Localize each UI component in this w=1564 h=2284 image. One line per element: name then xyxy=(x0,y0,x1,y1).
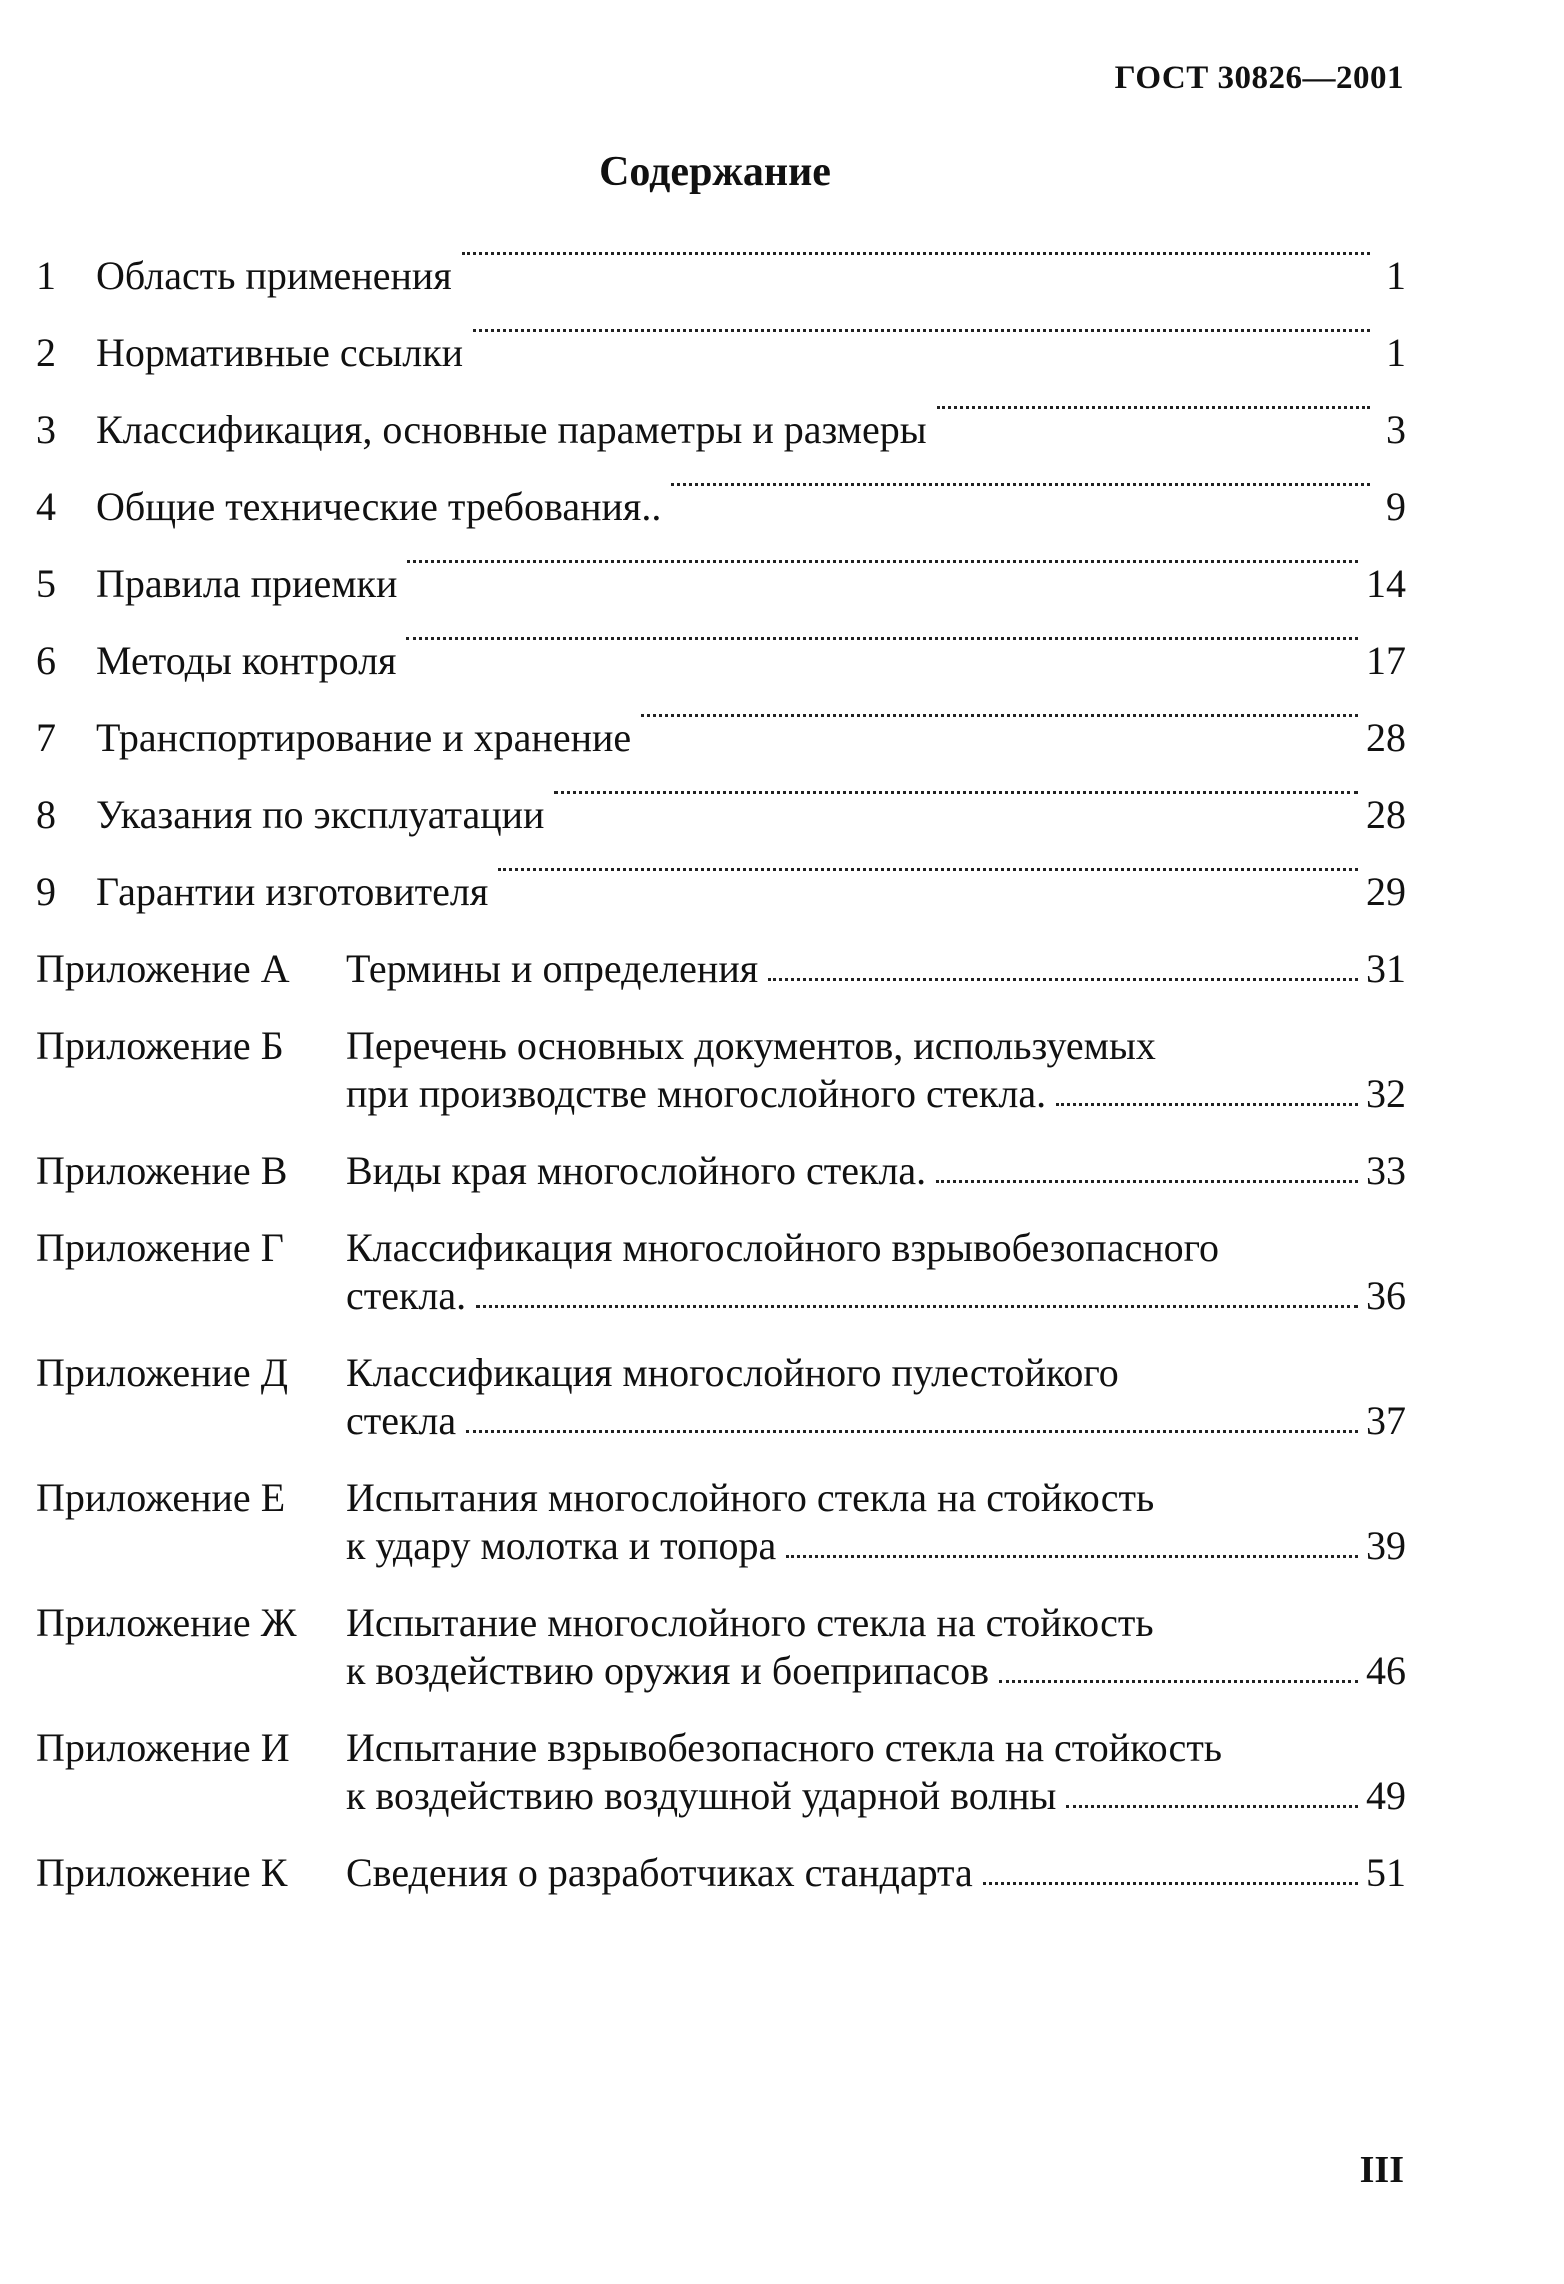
annex-page: 32 xyxy=(1366,1071,1406,1116)
toc-annex-entry xyxy=(36,1147,1406,1195)
dot-leader xyxy=(786,1555,1358,1558)
annex-title: Испытание взрывобезопасного стекла на стойкость xyxy=(346,1725,1223,1770)
toc-annex-entry xyxy=(36,1022,1406,1118)
section-title: Классификация, основные параметры и размеры xyxy=(96,407,927,452)
section-number: 9 xyxy=(36,869,56,914)
annex-page: 46 xyxy=(1366,1648,1406,1693)
annex-page: 31 xyxy=(1366,946,1406,991)
dot-leader xyxy=(641,714,1358,717)
dot-leader xyxy=(768,978,1358,981)
section-page: 28 xyxy=(1366,715,1406,760)
annex-title-line xyxy=(346,1224,1406,1272)
annex-title-line xyxy=(346,945,1406,993)
section-title: Общие технические требования.. xyxy=(96,484,662,529)
annex-title-line xyxy=(346,1272,1406,1320)
annex-title-line xyxy=(346,1647,1406,1695)
toc-annex-entry xyxy=(36,945,1406,993)
section-number: 6 xyxy=(36,638,56,683)
section-number: 2 xyxy=(36,330,56,375)
dot-leader xyxy=(1066,1805,1358,1808)
annex-title: Испытание многослойного стекла на стойкость xyxy=(346,1600,1154,1645)
toc-title: Содержание xyxy=(599,149,831,195)
annex-body xyxy=(346,1474,1406,1570)
annex-title-line xyxy=(346,1397,1406,1445)
toc-annex-entry xyxy=(36,1349,1406,1445)
dot-leader xyxy=(406,637,1358,640)
annex-title-continued: стекла xyxy=(346,1398,457,1443)
toc-annex-entry xyxy=(36,1599,1406,1695)
dot-leader xyxy=(476,1305,1358,1308)
section-number: 1 xyxy=(36,253,56,298)
section-page: 1 xyxy=(1386,253,1406,298)
dot-leader xyxy=(498,868,1358,871)
annex-title-continued: стекла. xyxy=(346,1273,467,1318)
dot-leader xyxy=(936,1180,1358,1183)
annex-title-line xyxy=(346,1474,1406,1522)
annex-label: Приложение И xyxy=(36,1725,290,1770)
toc-annex-entry xyxy=(36,1724,1406,1820)
annex-body xyxy=(346,1349,1406,1445)
toc-annexes xyxy=(36,945,1406,1897)
annex-body xyxy=(346,1224,1406,1320)
document-code: ГОСТ 30826—2001 xyxy=(1114,60,1404,96)
section-title: Нормативные ссылки xyxy=(96,330,464,375)
annex-title: Термины и определения xyxy=(346,946,759,991)
toc-section-entry xyxy=(36,483,1406,560)
annex-page: 36 xyxy=(1366,1273,1406,1318)
annex-title: Сведения о разработчиках стандарта xyxy=(346,1850,973,1895)
dot-leader xyxy=(407,560,1358,563)
section-page: 17 xyxy=(1366,638,1406,683)
annex-title-continued: к воздействию оружия и боеприпасов xyxy=(346,1648,990,1693)
dot-leader xyxy=(671,483,1370,486)
toc-annex-entry xyxy=(36,1474,1406,1570)
dot-leader xyxy=(466,1430,1358,1433)
section-title: Методы контроля xyxy=(96,638,397,683)
toc-annex-entry xyxy=(36,1849,1406,1897)
toc-section-entry xyxy=(36,791,1406,868)
annex-label: Приложение Б xyxy=(36,1023,284,1068)
section-page: 14 xyxy=(1366,561,1406,606)
section-number: 4 xyxy=(36,484,56,529)
annex-title-line xyxy=(346,1147,1406,1195)
annex-label: Приложение Г xyxy=(36,1225,284,1270)
annex-title: Перечень основных документов, используемых xyxy=(346,1023,1156,1068)
annex-title: Классификация многослойного пулестойкого xyxy=(346,1350,1119,1395)
toc-section-entry xyxy=(36,406,1406,483)
dot-leader xyxy=(1056,1103,1358,1106)
toc-section-entry xyxy=(36,868,1406,945)
annex-body xyxy=(346,1724,1406,1820)
toc-section-entry xyxy=(36,714,1406,791)
annex-title-continued: к воздействию воздушной ударной волны xyxy=(346,1773,1057,1818)
toc-sections xyxy=(36,252,1406,945)
section-page: 9 xyxy=(1386,484,1406,529)
annex-label: Приложение Е xyxy=(36,1475,286,1520)
table-of-contents xyxy=(36,252,1406,1926)
annex-title-line xyxy=(346,1724,1406,1772)
dot-leader xyxy=(554,791,1358,794)
dot-leader xyxy=(462,252,1370,255)
section-number: 7 xyxy=(36,715,56,760)
annex-title: Виды края многослойного стекла. xyxy=(346,1148,927,1193)
annex-body xyxy=(346,1599,1406,1695)
annex-title-line xyxy=(346,1070,1406,1118)
annex-title: Испытания многослойного стекла на стойкость xyxy=(346,1475,1155,1520)
annex-label: Приложение В xyxy=(36,1148,288,1193)
annex-title-line xyxy=(346,1022,1406,1070)
dot-leader xyxy=(937,406,1370,409)
toc-section-entry xyxy=(36,560,1406,637)
annex-label: Приложение Д xyxy=(36,1350,288,1395)
annex-body xyxy=(346,945,1406,993)
section-page: 28 xyxy=(1366,792,1406,837)
dot-leader xyxy=(473,329,1370,332)
section-title: Гарантии изготовителя xyxy=(96,869,489,914)
section-page: 3 xyxy=(1386,407,1406,452)
toc-section-entry xyxy=(36,329,1406,406)
toc-annex-entry xyxy=(36,1224,1406,1320)
section-page: 1 xyxy=(1386,330,1406,375)
section-title: Указания по эксплуатации xyxy=(96,792,545,837)
annex-title: Классификация многослойного взрывобезопасного xyxy=(346,1225,1220,1270)
annex-body xyxy=(346,1022,1406,1118)
annex-title-continued: к удару молотка и топора xyxy=(346,1523,777,1568)
annex-label: Приложение Ж xyxy=(36,1600,297,1645)
annex-title-continued: при производстве многослойного стекла. xyxy=(346,1071,1047,1116)
dot-leader xyxy=(999,1680,1358,1683)
annex-title-line xyxy=(346,1349,1406,1397)
dot-leader xyxy=(983,1882,1358,1885)
section-title: Область применения xyxy=(96,253,452,298)
toc-section-entry xyxy=(36,252,1406,329)
annex-title-line xyxy=(346,1849,1406,1897)
section-number: 8 xyxy=(36,792,56,837)
annex-page: 37 xyxy=(1366,1398,1406,1443)
annex-label: Приложение А xyxy=(36,946,290,991)
toc-section-entry xyxy=(36,637,1406,714)
annex-page: 51 xyxy=(1366,1850,1406,1895)
annex-page: 33 xyxy=(1366,1148,1406,1193)
annex-body xyxy=(346,1849,1406,1897)
section-page: 29 xyxy=(1366,869,1406,914)
section-number: 3 xyxy=(36,407,56,452)
annex-page: 49 xyxy=(1366,1773,1406,1818)
annex-title-line xyxy=(346,1522,1406,1570)
section-title: Транспортирование и хранение xyxy=(96,715,632,760)
page-number: III xyxy=(1359,2149,1404,2191)
annex-title-line xyxy=(346,1599,1406,1647)
section-number: 5 xyxy=(36,561,56,606)
annex-label: Приложение К xyxy=(36,1850,288,1895)
annex-title-line xyxy=(346,1772,1406,1820)
annex-body xyxy=(346,1147,1406,1195)
annex-page: 39 xyxy=(1366,1523,1406,1568)
section-title: Правила приемки xyxy=(96,561,398,606)
